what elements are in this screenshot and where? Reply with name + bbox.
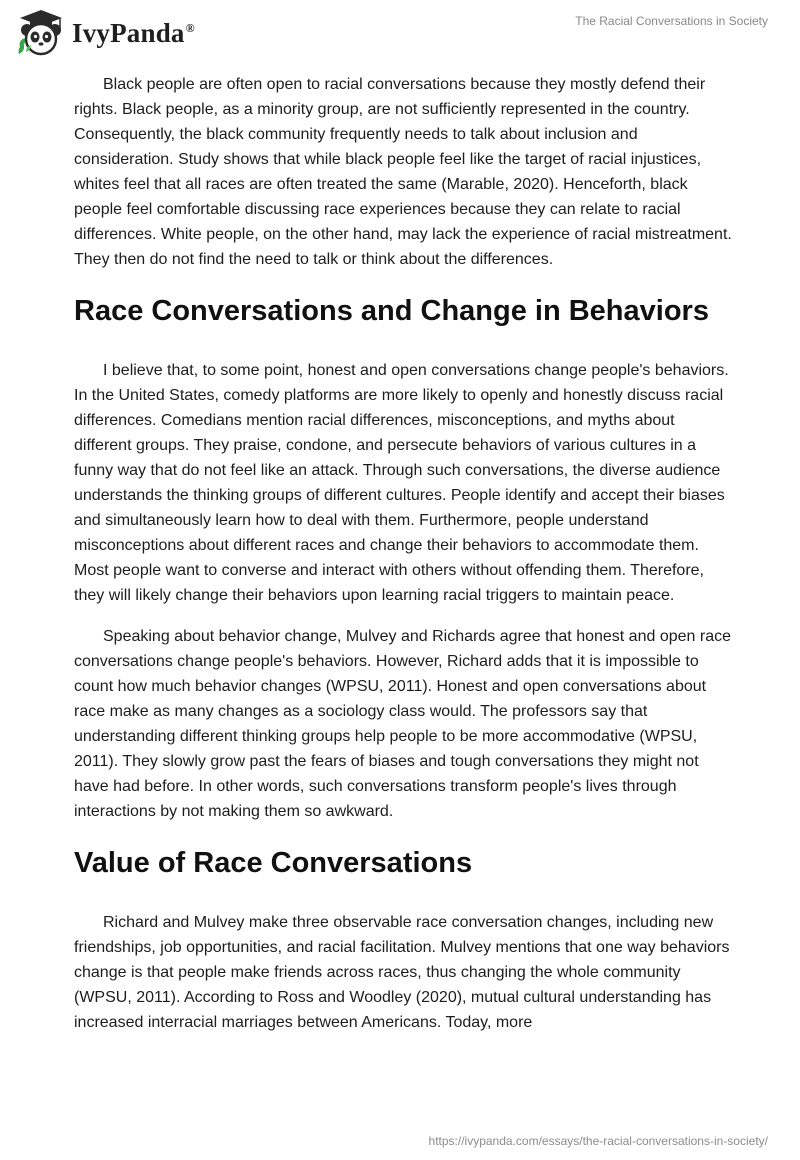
source-url[interactable]: https://ivypanda.com/essays/the-racial-conversations-in-society/ <box>428 1134 768 1148</box>
page-header <box>0 0 800 64</box>
ivypanda-logo[interactable] <box>16 6 195 60</box>
logo-wordmark: IvyPanda® <box>72 17 195 48</box>
section-heading: Race Conversations and Change in Behaviors <box>74 295 709 327</box>
paragraph: I believe that, to some point, honest and open conversations change people's behaviors. In the United States, comedy platforms are more likely to openly and honestly discuss racial differences. Comedians mention racial differences, misconceptions, and myths about different groups. They praise, condone, and persecute behaviors of various cultures in a funny way that do not feel like an attack. Through such conversations, the diverse audience understands the thinking groups of different cultures. People identify and accept their biases and simultaneously learn how to deal with them. Furthermore, people understand misconceptions about different races and change their behaviors to accommodate them. Most people want to converse and interact with others without offending them. Therefore, they will likely change their behaviors upon learning racial triggers to maintain peace. <box>74 362 729 604</box>
section-heading: Value of Race Conversations <box>74 847 473 879</box>
panda-icon <box>16 8 66 58</box>
paragraph: Black people are often open to racial conversations because they mostly defend their rights. Black people, as a minority group, are not sufficiently represented in the country. Consequently, the black community frequently needs to talk about inclusion and consideration. Study shows that while black people feel like the target of racial injustices, whites feel that all races are often treated the same (Marable, 2020). Henceforth, black people feel comfortable discussing race experiences because they can relate to racial differences. White people, on the other hand, may lack the experience of racial mistreatment. They then do not find the need to talk or think about the differences. <box>74 76 732 268</box>
document-title: The Racial Conversations in Society <box>575 14 768 28</box>
essay-content <box>74 72 734 1051</box>
paragraph: Richard and Mulvey make three observable race conversation changes, including new friendships, job opportunities, and racial facilitation. Mulvey mentions that one way behaviors change is that people make friends across races, thus changing the whole community (WPSU, 2011). According to Ross and Woodley (2020), mutual cultural understanding has increased interracial marriages between Americans. Today, more <box>74 914 730 1031</box>
paragraph: Speaking about behavior change, Mulvey and Richards agree that honest and open race conversations change people's behaviors. However, Richard adds that it is impossible to count how much behavior changes (WPSU, 2011). Honest and open conversations about race make as many changes as a sociology class would. The professors say that understanding different thinking groups help people to be more accommodative (WPSU, 2011). They slowly grow past the fears of biases and tough conversations they might not have had before. In other words, such conversations transform people's lives through interactions by not making them so awkward. <box>74 628 731 820</box>
